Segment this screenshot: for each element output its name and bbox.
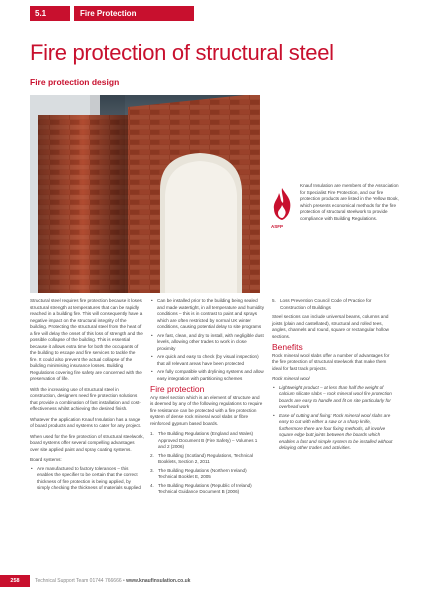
list-text: The Building Regulations (Republic of Ireland) Technical Guidance Document B (2006) bbox=[158, 482, 252, 494]
paragraph: With the increasing use of structural steel in construction, designers need fire protection solutions that provide a combination of fast installation and cost-effectiveness whilst achieving the desired finish. bbox=[30, 386, 141, 411]
benefits-list bbox=[272, 385, 394, 452]
paragraph: Board systems: bbox=[30, 457, 62, 462]
column-2 bbox=[150, 298, 264, 499]
list-item bbox=[150, 482, 264, 496]
advantages-list bbox=[150, 298, 264, 382]
list-item: • Are fast, clean, and dry to install, with negligible dust levels, allowing other trades to work in close proximity bbox=[157, 333, 264, 353]
paragraph: Structural steel requires fire protection because it loses structural strength at temperatures that can be rapidly reached in a building fire. This will consequently have a negative impact on the structural integrity of the building. Protecting the structural steel from the heat of a fire will delay the onset of this loss of strength and the possible collapse of the building. This is essential because it allows extra time for both the occupants of the building to escape and fire services to tackle the fire. It could also prevent the actual collapse of the building minimising insurance losses. Building Regulations covering fire safety are concerned with the preservation of life. bbox=[30, 298, 143, 381]
list-number: 3. bbox=[150, 467, 154, 473]
column-1 bbox=[30, 298, 144, 496]
list-number: 1. bbox=[150, 431, 154, 436]
list-item: • Are manufactured to factory tolerances – this enables the specifier to be certain that the correct thickness of fire protection is being applied, by simply checking the thickness of materials supplied bbox=[37, 466, 144, 492]
page-subtitle: Fire protection design bbox=[30, 77, 120, 87]
list-text: The Building Regulations (Northern Ireland) Technical Booklet E, 2005 bbox=[158, 467, 247, 479]
regulations-list bbox=[150, 431, 264, 496]
list-item: • Are quick and easy to check (by visual inspection) that all relevant areas have been protected bbox=[157, 354, 264, 367]
paragraph: Rock mineral wool slabs offer a number of advantages for the fire protection of structural steelwork that make them ideal for fast track projects. bbox=[272, 352, 390, 371]
list-text: Loss Prevention Council Code of Practice for Construction of Buildings bbox=[280, 298, 372, 310]
paragraph: Any steel section which is an element of structure and is deemed by any of the following regulations to require fire resistance can be protected with a fire protection system of dense rock mineral wool slabs or fibre reinforced gypsum based boards. bbox=[150, 394, 263, 426]
sub-heading: Rock mineral wool bbox=[272, 376, 310, 381]
list-item bbox=[150, 467, 264, 481]
list-item bbox=[150, 431, 264, 451]
section-heading: Fire protection bbox=[150, 384, 205, 394]
footer-text: Technical Support Team 01744 766666 • www.knaufinsulation.co.uk bbox=[35, 578, 191, 584]
list-item bbox=[272, 298, 394, 311]
list-number: 2. bbox=[150, 452, 154, 458]
section-heading: Benefits bbox=[272, 342, 303, 352]
support-line: Technical Support Team 01744 766666 bbox=[35, 578, 122, 584]
paragraph: Whatever the application Knauf Insulation has a range of board products and systems to cater for any project. bbox=[30, 416, 142, 428]
website-link[interactable]: www.knaufinsulation.co.uk bbox=[126, 578, 191, 584]
section-title: Fire Protection bbox=[74, 6, 194, 21]
page-title: Fire protection of structural steel bbox=[30, 40, 334, 65]
list-item: • Can be installed prior to the building being sealed and made watertight, in all temperature and humidity conditions – this is in contrast to paint and sprays which are often restricted by normal UK winter conditions, causing potential delay to site programs bbox=[157, 298, 264, 331]
list-item: • Lightweight product – at less than half the weight of calcium silicate slabs – rock mineral wool fire protection boards are easy to handle and fit on site particularly for overhead work bbox=[279, 385, 394, 411]
brick-column-photo bbox=[30, 95, 260, 293]
paragraph: Steel sections can include universal beams, columns and joists (plain and castellated), structural and rolled tees, angles, channels and round, square or rectangular hollow sections. bbox=[272, 314, 389, 339]
list-text: The Building Regulations (England and Wales) Approved Document B (Fire Safety) – Volumes 1 and 2 (2006) bbox=[158, 431, 258, 449]
list-number: 5. bbox=[272, 298, 276, 303]
page-number: 258 bbox=[0, 575, 30, 587]
list-item: • Ease of cutting and fixing: Rock mineral wool slabs are easy to cut with either a saw or a sharp knife, furthermore there are four fixing methods, all involve square edge butt joints between the boards which enables a fast and simple system to be installed without delaying other trades and activities. bbox=[279, 413, 394, 452]
section-number: 5.1 bbox=[30, 6, 70, 21]
asfp-logo-label: ASFP bbox=[271, 224, 284, 229]
list-item bbox=[150, 452, 264, 466]
regulations-list bbox=[272, 298, 394, 311]
column-3 bbox=[272, 298, 394, 456]
paragraph: When used for the fire protection of structural steelwork, board systems offer several compelling advantages over site applied paint and spray coating systems. bbox=[30, 433, 144, 452]
list-item: • Are fully compatible with drylining systems and allow easy integration with partitioning schemes bbox=[157, 369, 264, 382]
list-number: 4. bbox=[150, 482, 154, 488]
asfp-flame-logo bbox=[270, 187, 294, 223]
membership-text: Knauf Insulation are members of the Association for Specialist Fire Protection, and our fire protection products are listed in the Yellow Book, which presents economical methods for the fire protection of structural steelwork to provide compliance with Building Regulations. bbox=[300, 183, 399, 221]
list-text: The Building (Scotland) Regulations, Technical Booklets, Section 2, 2011 bbox=[158, 452, 253, 464]
header-bar bbox=[0, 0, 425, 27]
advantages-list bbox=[30, 466, 144, 492]
